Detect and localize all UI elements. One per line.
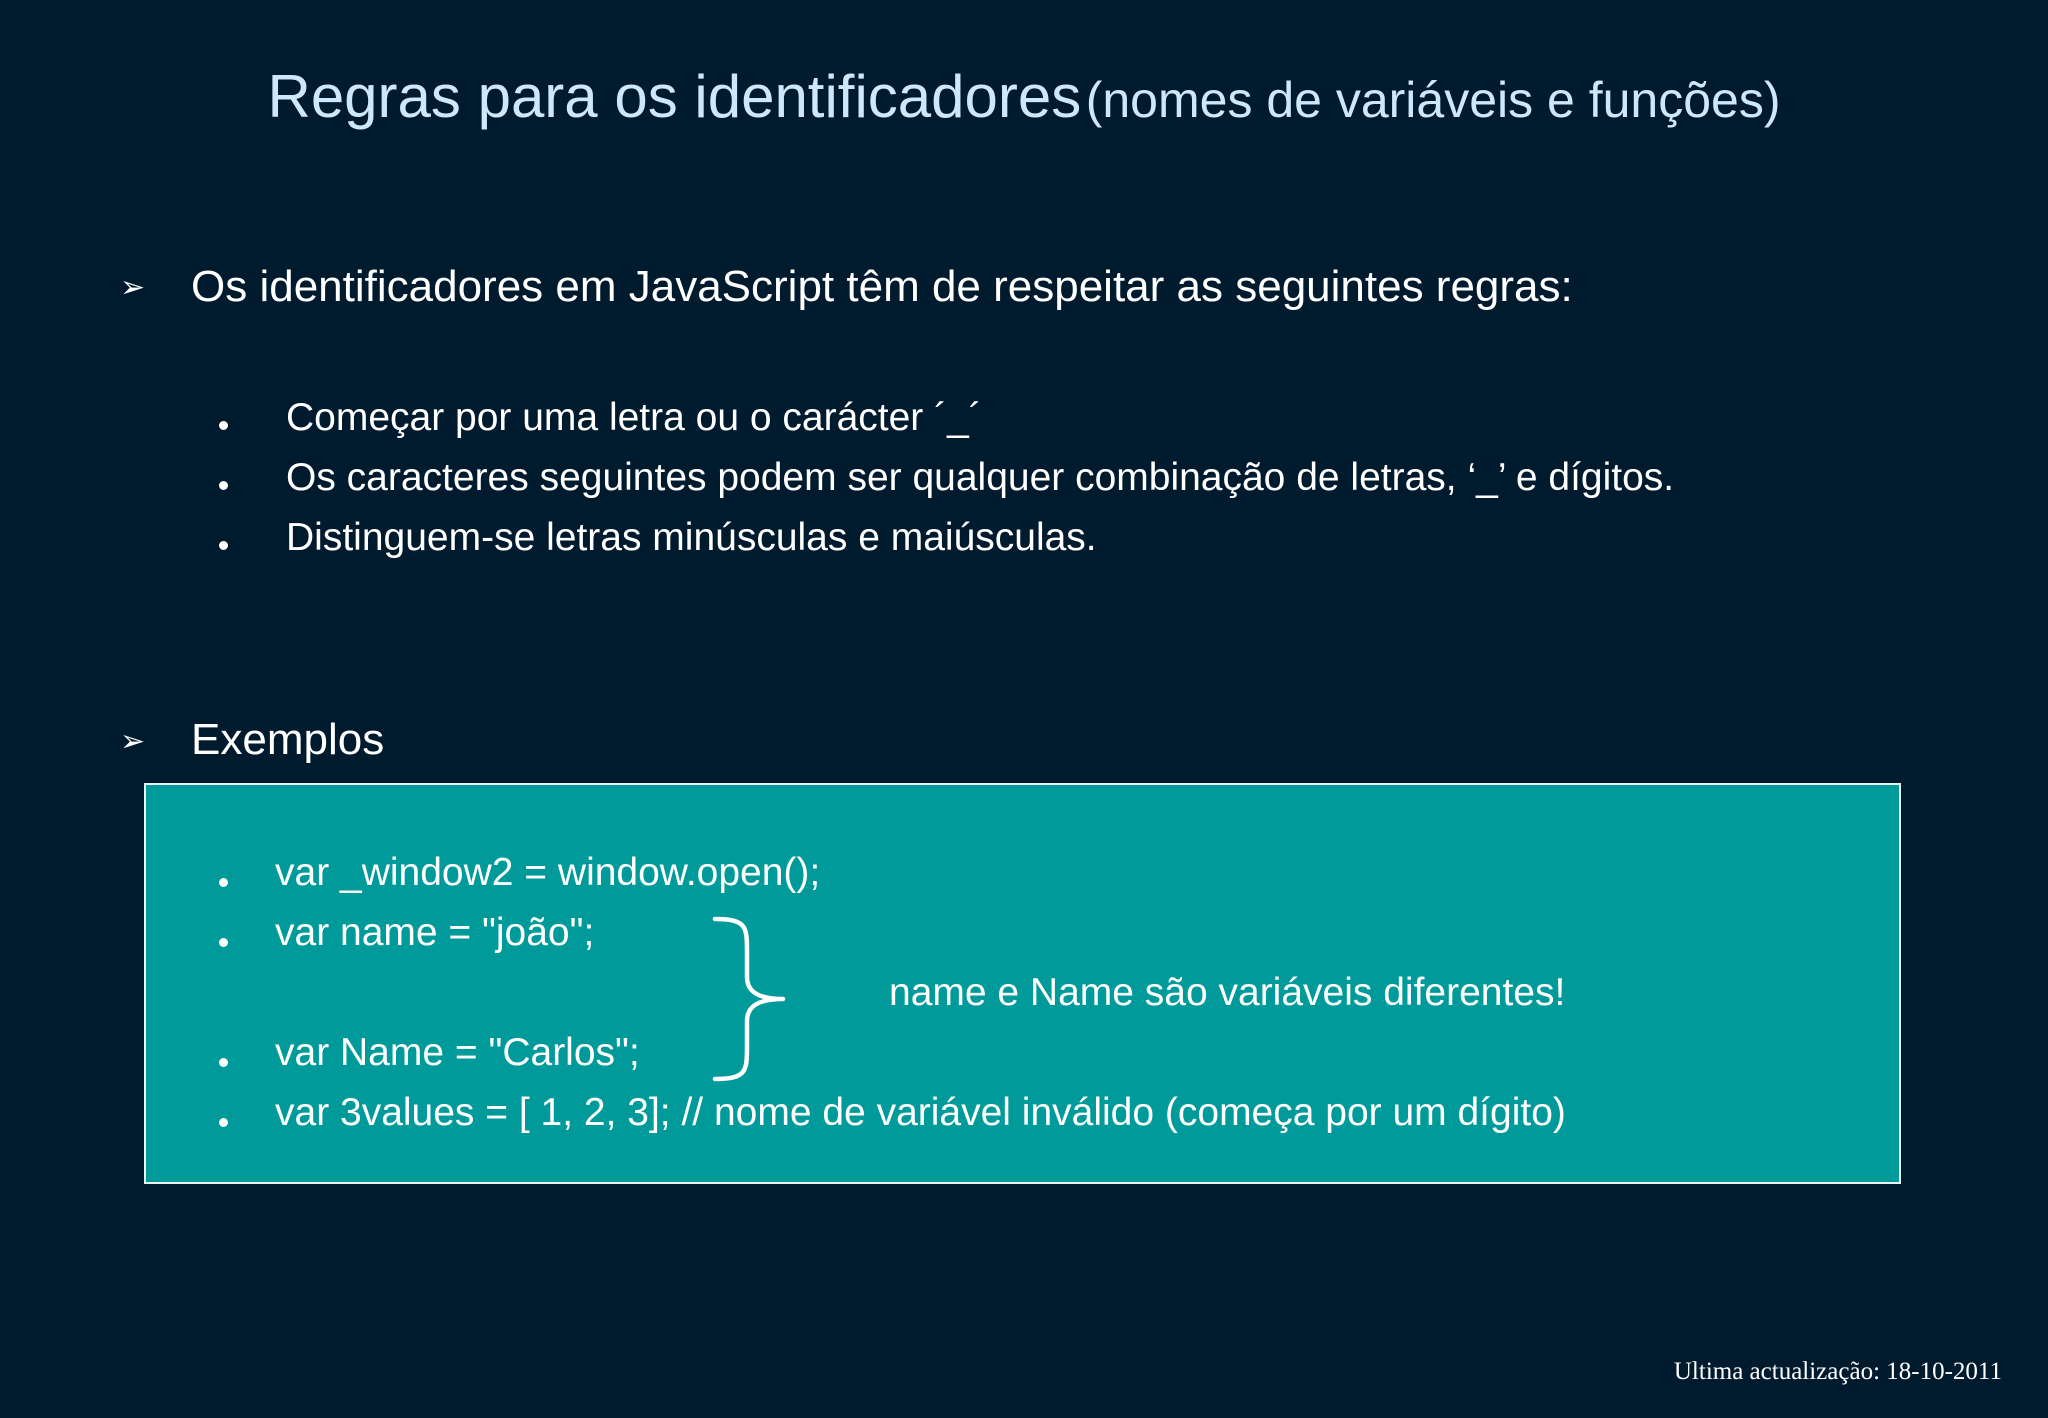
dot-bullet-icon: [219, 1058, 228, 1067]
dot-bullet-icon: [219, 421, 228, 430]
code-line: var Name = "Carlos";: [275, 1031, 640, 1074]
slide-title: [0, 62, 2048, 131]
right-curly-brace-icon: [709, 913, 789, 1085]
dot-bullet-icon: [219, 878, 228, 887]
dot-bullet-icon: [219, 481, 228, 490]
brace-note: name e Name são variáveis diferentes!: [889, 971, 1566, 1014]
dot-bullet-icon: [219, 1118, 228, 1127]
code-line: var name = "joão";: [275, 911, 595, 954]
slide-title-main: Regras para os identificadores: [267, 63, 1082, 130]
slide-title-sub: (nomes de variáveis e funções): [1085, 72, 1781, 128]
arrowhead-bullet-icon: ➢: [120, 725, 146, 758]
rule-item: Os caracteres seguintes podem ser qualquer combinação de letras, ‘_’ e dígitos.: [286, 456, 1675, 499]
rule-item: Começar por uma letra ou o carácter ´_´: [286, 396, 982, 439]
dot-bullet-icon: [219, 938, 228, 947]
rules-heading: Os identificadores em JavaScript têm de respeitar as seguintes regras:: [191, 262, 1573, 311]
code-line: var _window2 = window.open();: [275, 851, 821, 894]
code-line: var 3values = [ 1, 2, 3]; // nome de variável inválido (começa por um dígito): [275, 1091, 1566, 1134]
examples-heading: Exemplos: [191, 715, 385, 764]
rule-item: Distinguem-se letras minúsculas e maiúsculas.: [286, 516, 1097, 559]
arrowhead-bullet-icon: ➢: [120, 271, 146, 304]
dot-bullet-icon: [219, 541, 228, 550]
examples-box: [144, 783, 1901, 1184]
last-updated-footer: Ultima actualização: 18-10-2011: [1673, 1358, 2002, 1385]
